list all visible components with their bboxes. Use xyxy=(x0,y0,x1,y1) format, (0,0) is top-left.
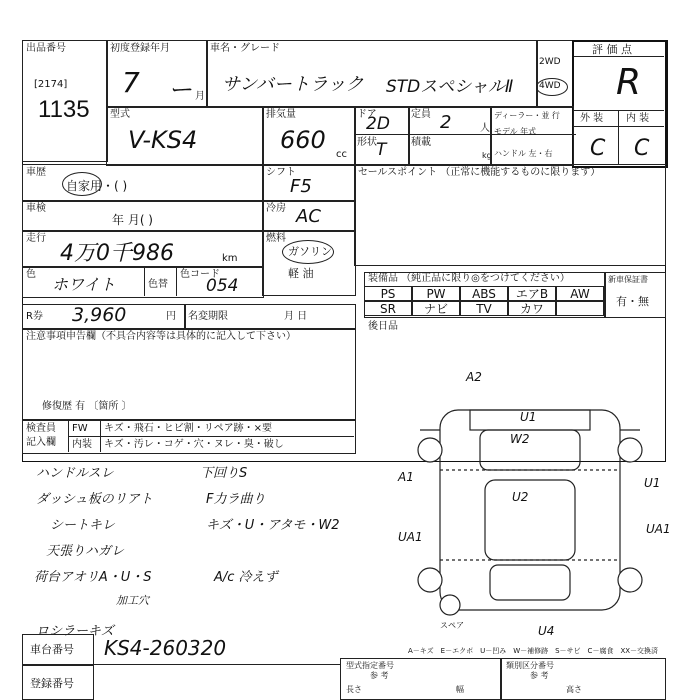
shape-value: T xyxy=(376,140,387,160)
exterior-score: C xyxy=(590,136,606,161)
handwritten-note: キズ・U・アタモ・W2 xyxy=(206,518,340,533)
drive-4wd: 4WD xyxy=(539,81,561,91)
capacity-label: 定員 xyxy=(411,109,431,120)
equipment-cell: エアB xyxy=(508,286,556,301)
model-label: 型式 xyxy=(110,109,130,120)
class-label: 類別区分番号 xyxy=(506,661,554,670)
interior-score: C xyxy=(634,136,650,161)
damage-mark: A2 xyxy=(466,370,482,384)
history-value: 自家用・( ) xyxy=(66,179,128,193)
displacement-value: 660 xyxy=(280,126,326,154)
type-cert-label: 型式指定番号 xyxy=(346,661,394,670)
equipment-label: 装備品 （純正品に限り◎をつけてください） xyxy=(368,273,570,284)
first-reg-year: 7 xyxy=(122,66,140,99)
inspection-value: 年 月( ) xyxy=(112,213,153,227)
handwritten-note: シートキレ xyxy=(50,518,115,533)
shift-value: F5 xyxy=(290,176,312,197)
lot-sub: [2174] xyxy=(34,79,68,90)
name-change-unit: 月 日 xyxy=(284,311,308,322)
lot-label: 出品番号 xyxy=(26,43,66,54)
equipment-cell: カワ xyxy=(508,301,556,316)
equipment-cell: PW xyxy=(412,286,460,301)
sales-point-box xyxy=(354,164,666,266)
handwritten-note: 天張りハガレ xyxy=(46,544,125,559)
equipment-cell: ABS xyxy=(460,286,508,301)
door-value: 2D xyxy=(366,114,390,134)
inspection-label: 車検 xyxy=(26,203,46,214)
equipment-cell: SR xyxy=(364,301,412,316)
model-value: V-KS4 xyxy=(128,126,198,154)
color-value: ホワイト xyxy=(52,275,116,294)
first-reg-unit: 月 xyxy=(195,91,205,102)
handwritten-note: ダッシュ板のリアト xyxy=(36,492,153,507)
color-change-label: 色替 xyxy=(148,279,168,290)
ac-value: AC xyxy=(296,206,321,227)
rear-seat-label: 後日品 xyxy=(368,321,398,332)
damage-mark: U4 xyxy=(538,624,555,638)
first-reg-label: 初度登録年月 xyxy=(110,43,170,54)
fw-label: FW xyxy=(72,423,88,434)
equipment-cell: AW xyxy=(556,286,604,301)
name-change-label: 名変期限 xyxy=(188,311,228,322)
width-label: 幅 xyxy=(456,685,464,694)
fuel-diesel: 軽 油 xyxy=(288,267,314,280)
score-value: R xyxy=(616,62,642,103)
interior-label: 内 装 xyxy=(626,113,650,124)
damage-mark: UA1 xyxy=(398,530,423,544)
damage-mark: W2 xyxy=(510,432,530,446)
ref-2: 参 考 xyxy=(530,671,549,680)
mileage-label: 走行 xyxy=(26,233,46,244)
recycle-label: R券 xyxy=(26,311,43,322)
chassis-label: 車台番号 xyxy=(30,643,74,656)
grade: STDスペシャルⅡ xyxy=(386,77,514,97)
color-label: 色 xyxy=(26,269,36,280)
fuel-circle xyxy=(282,240,334,264)
door-label: ドア xyxy=(357,109,377,120)
damage-mark: U1 xyxy=(520,410,537,424)
history-circle xyxy=(62,172,102,196)
car-name-label: 車名・グレード xyxy=(210,43,280,54)
history-label: 車歴 xyxy=(26,167,46,178)
recycle-value: 3,960 xyxy=(72,304,127,326)
reg-label: 登録番号 xyxy=(30,677,74,690)
warranty-label: 新車保証書 xyxy=(608,275,648,284)
fw-items: キズ・飛石・ヒビ割・リペア跡・×要 xyxy=(104,423,272,434)
handwritten-note: ハンドルスレ xyxy=(36,466,114,481)
warranty-value: 有・無 xyxy=(616,295,649,308)
exterior-label: 外 装 xyxy=(580,113,604,124)
damage-mark: U1 xyxy=(644,476,661,490)
repair-label: 修復歴 有 〔箇所 〕 xyxy=(42,401,132,412)
score-label: 評 価 点 xyxy=(592,43,632,56)
capacity-unit: 人 xyxy=(480,123,490,134)
handwritten-note: 加工穴 xyxy=(116,594,149,607)
length-label: 長さ xyxy=(346,685,362,694)
handwritten-note: A/c 冷えず xyxy=(214,570,278,585)
car-name: サンバートラック xyxy=(222,74,364,95)
inspector-interior-label: 内装 xyxy=(72,439,92,450)
first-reg-month: ー xyxy=(168,76,192,104)
damage-mark: UA1 xyxy=(646,522,671,536)
displacement-label: 排気量 xyxy=(266,109,296,120)
fuel-gas: ガソリン xyxy=(288,245,332,258)
load-label: 積載 xyxy=(411,137,431,148)
mileage-value: 4万0千986 xyxy=(60,241,174,266)
height-label: 高さ xyxy=(566,685,582,694)
sales-point-label: セールスポイント （正常に機能するものに限ります） xyxy=(358,167,601,178)
equipment-cell: PS xyxy=(364,286,412,301)
handwritten-note: 下回りS xyxy=(200,466,248,481)
handwritten-note: F力ラ曲り xyxy=(206,492,266,507)
damage-mark: A1 xyxy=(398,470,414,484)
handwritten-note: ロシラーキズ xyxy=(36,624,114,639)
equipment-cell xyxy=(556,301,604,316)
load-unit: kg xyxy=(482,151,492,160)
shape-label: 形状 xyxy=(357,137,377,148)
inspector-label-1: 検査員 xyxy=(26,423,56,434)
equipment-cell: TV xyxy=(460,301,508,316)
drive-2wd: 2WD xyxy=(539,57,561,67)
chassis-value: KS4-260320 xyxy=(104,636,227,660)
equipment-cell: ナビ xyxy=(412,301,460,316)
dealer-label: ディーラー・並 行 xyxy=(494,111,560,120)
handle-label: ハンドル 左・右 xyxy=(494,149,553,158)
score-box xyxy=(572,40,668,168)
ac-label: 冷房 xyxy=(266,203,286,214)
model-year-label: モデル 年式 xyxy=(494,127,537,136)
color-code-label: 色コード xyxy=(180,269,220,280)
damage-mark: U2 xyxy=(512,490,529,504)
cc-unit: cc xyxy=(336,149,347,160)
spare-label: スペア xyxy=(440,621,464,630)
drive-box xyxy=(536,40,574,108)
shift-label: シフト xyxy=(266,167,296,178)
legend: A－キズ E－エクボ U－凹み W－補修跡 S－サビ C－腐食 XX－交換済 xyxy=(408,647,659,655)
recycle-unit: 円 xyxy=(166,311,176,322)
history-box xyxy=(22,164,264,202)
inspector-label-2: 記入欄 xyxy=(26,437,56,448)
fuel-label: 燃料 xyxy=(266,233,286,244)
capacity-value: 2 xyxy=(440,112,452,133)
notes-label: 注意事項申告欄（不具合内容等は具体的に記入して下さい） xyxy=(26,331,296,342)
inspector-interior-items: キズ・汚レ・コゲ・穴・ヌレ・臭・破し xyxy=(104,439,284,450)
handwritten-note: 荷台アオリA・U・S xyxy=(34,570,152,585)
color-code-value: 054 xyxy=(206,276,239,296)
mileage-unit: km xyxy=(222,253,238,264)
lot-number: 1135 xyxy=(38,96,90,123)
ref-1: 参 考 xyxy=(370,671,389,680)
